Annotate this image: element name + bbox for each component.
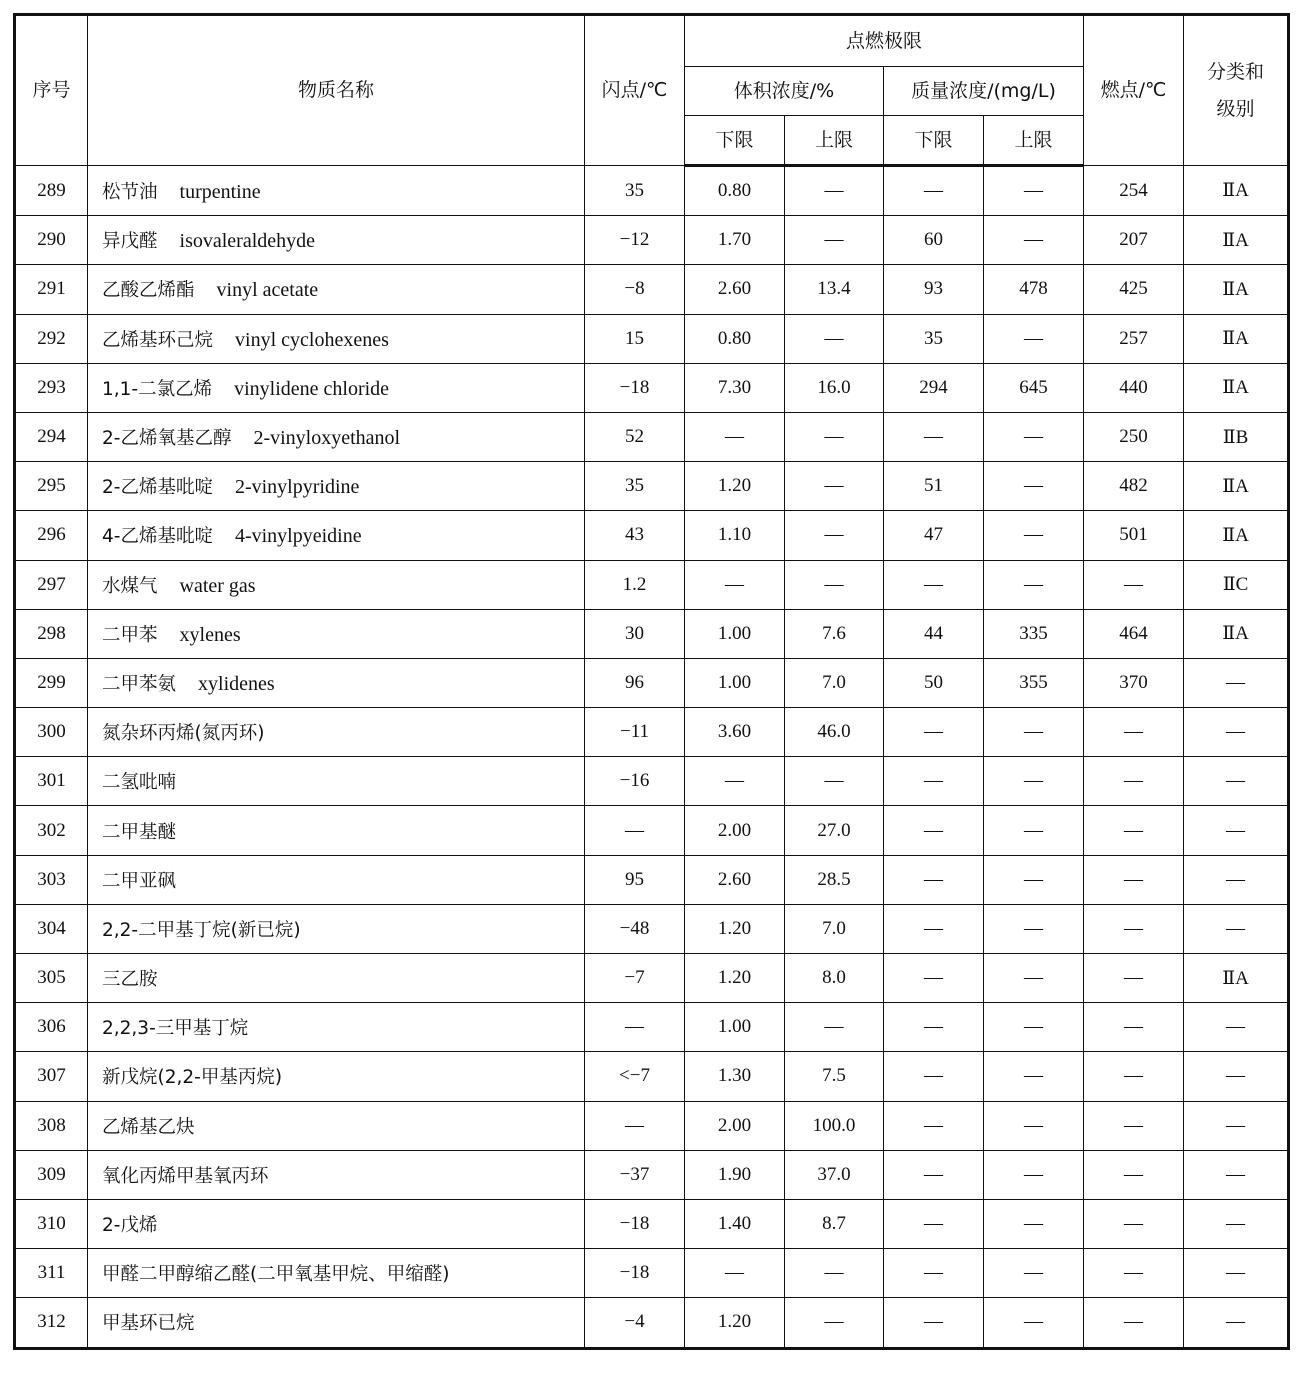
class-level: ⅡA: [1184, 462, 1289, 511]
table-row: [15, 166, 1289, 216]
mass-upper-limit: 355: [984, 658, 1084, 707]
substance-name: [88, 166, 585, 216]
ignition-point: —: [1084, 1199, 1184, 1248]
volume-lower-limit: 0.80: [685, 314, 785, 363]
substance-name-cn: 二甲亚砜: [102, 870, 177, 892]
mass-lower-limit: —: [884, 904, 984, 953]
mass-upper-limit: —: [984, 708, 1084, 757]
row-index: 295: [15, 462, 88, 511]
header-mass-concentration: 质量浓度/(mg/L): [884, 67, 1084, 116]
substance-name: [88, 806, 585, 855]
table-row: [15, 1003, 1289, 1052]
table-row: [15, 314, 1289, 363]
class-level: —: [1184, 1003, 1289, 1052]
flash-point: 15: [585, 314, 685, 363]
volume-lower-limit: —: [685, 412, 785, 461]
volume-upper-limit: 37.0: [785, 1150, 884, 1199]
class-level: ⅡB: [1184, 412, 1289, 461]
substance-name: [88, 314, 585, 363]
volume-lower-limit: 1.40: [685, 1199, 785, 1248]
substance-name-cn: 乙烯基环己烷: [102, 329, 214, 351]
substance-name-en: turpentine: [179, 180, 261, 203]
mass-upper-limit: —: [984, 216, 1084, 265]
header-volume-upper: 上限: [785, 116, 884, 166]
volume-lower-limit: 2.00: [685, 806, 785, 855]
substance-name: [88, 412, 585, 461]
substance-name: [88, 904, 585, 953]
substance-name: [88, 1052, 585, 1101]
row-index: 296: [15, 511, 88, 560]
table-row: [15, 1298, 1289, 1348]
header-mass-upper: 上限: [984, 116, 1084, 166]
table-row: [15, 806, 1289, 855]
mass-lower-limit: —: [884, 806, 984, 855]
mass-upper-limit: —: [984, 462, 1084, 511]
mass-upper-limit: —: [984, 855, 1084, 904]
substance-name: [88, 1003, 585, 1052]
table-row: [15, 511, 1289, 560]
volume-lower-limit: 0.80: [685, 166, 785, 216]
flash-point: <−7: [585, 1052, 685, 1101]
header-class-level: 分类和级别: [1184, 15, 1289, 166]
header-mass-lower: 下限: [884, 116, 984, 166]
substance-name-cn: 乙酸乙烯酯: [102, 280, 195, 302]
ignition-point: —: [1084, 1298, 1184, 1348]
flash-point: 1.2: [585, 560, 685, 609]
volume-upper-limit: —: [785, 1003, 884, 1052]
substance-name-cn: 二甲苯氨: [102, 673, 177, 695]
class-level: ⅡC: [1184, 560, 1289, 609]
row-index: 311: [15, 1249, 88, 1298]
class-level: —: [1184, 806, 1289, 855]
row-index: 300: [15, 708, 88, 757]
ignition-point: 425: [1084, 265, 1184, 314]
volume-upper-limit: 7.5: [785, 1052, 884, 1101]
substance-name: [88, 954, 585, 1003]
header-name: 物质名称: [88, 15, 585, 166]
row-index: 307: [15, 1052, 88, 1101]
row-index: 290: [15, 216, 88, 265]
flash-point: −8: [585, 265, 685, 314]
substance-name-cn: 二甲基醚: [102, 821, 177, 843]
volume-upper-limit: —: [785, 166, 884, 216]
volume-lower-limit: 1.00: [685, 658, 785, 707]
ignition-point: 254: [1084, 166, 1184, 216]
substance-name: [88, 216, 585, 265]
row-index: 306: [15, 1003, 88, 1052]
mass-upper-limit: —: [984, 904, 1084, 953]
substance-name-cn: 松节油: [102, 181, 158, 203]
flash-point: −7: [585, 954, 685, 1003]
row-index: 291: [15, 265, 88, 314]
mass-upper-limit: —: [984, 1101, 1084, 1150]
flash-point: −48: [585, 904, 685, 953]
class-level: ⅡA: [1184, 609, 1289, 658]
volume-lower-limit: 1.20: [685, 954, 785, 1003]
mass-upper-limit: —: [984, 1052, 1084, 1101]
ignition-point: —: [1084, 904, 1184, 953]
flash-point: 35: [585, 462, 685, 511]
substance-name-en: xylidenes: [198, 672, 275, 695]
volume-upper-limit: —: [785, 462, 884, 511]
mass-upper-limit: —: [984, 166, 1084, 216]
mass-lower-limit: —: [884, 1052, 984, 1101]
substance-name: [88, 1249, 585, 1298]
mass-upper-limit: 645: [984, 363, 1084, 412]
mass-upper-limit: —: [984, 1003, 1084, 1052]
substance-name-en: xylenes: [179, 623, 241, 646]
substance-name: [88, 658, 585, 707]
table-row: [15, 216, 1289, 265]
flash-point: —: [585, 1003, 685, 1052]
mass-lower-limit: 51: [884, 462, 984, 511]
mass-upper-limit: —: [984, 954, 1084, 1003]
ignition-point: 257: [1084, 314, 1184, 363]
substance-name-en: vinylidene chloride: [234, 377, 390, 400]
table-row: [15, 363, 1289, 412]
mass-upper-limit: —: [984, 1249, 1084, 1298]
ignition-point: —: [1084, 708, 1184, 757]
flash-point: 43: [585, 511, 685, 560]
substance-name-cn: 1,1-二氯乙烯: [102, 378, 213, 400]
volume-upper-limit: 7.0: [785, 904, 884, 953]
substance-name-cn: 水煤气: [102, 575, 158, 597]
flash-point: −18: [585, 363, 685, 412]
flash-point: 95: [585, 855, 685, 904]
volume-upper-limit: 46.0: [785, 708, 884, 757]
volume-upper-limit: 100.0: [785, 1101, 884, 1150]
flash-point: −11: [585, 708, 685, 757]
class-level: —: [1184, 1199, 1289, 1248]
volume-upper-limit: —: [785, 757, 884, 806]
class-level: —: [1184, 1101, 1289, 1150]
row-index: 304: [15, 904, 88, 953]
substance-name: [88, 855, 585, 904]
table-row: [15, 1052, 1289, 1101]
class-level: ⅡA: [1184, 265, 1289, 314]
mass-upper-limit: —: [984, 1150, 1084, 1199]
substance-name-en: water gas: [179, 574, 256, 597]
mass-lower-limit: —: [884, 708, 984, 757]
substance-name: [88, 511, 585, 560]
flash-point: −12: [585, 216, 685, 265]
substance-name-cn: 三乙胺: [102, 969, 158, 991]
class-level: —: [1184, 757, 1289, 806]
substance-name-cn: 二氢吡喃: [102, 772, 177, 794]
class-level: ⅡA: [1184, 363, 1289, 412]
class-level: ⅡA: [1184, 314, 1289, 363]
volume-lower-limit: 1.20: [685, 462, 785, 511]
flash-point: 35: [585, 166, 685, 216]
volume-upper-limit: —: [785, 1298, 884, 1348]
flash-point: 30: [585, 609, 685, 658]
substance-name: [88, 1150, 585, 1199]
flash-point: −18: [585, 1199, 685, 1248]
mass-lower-limit: —: [884, 954, 984, 1003]
volume-upper-limit: 28.5: [785, 855, 884, 904]
substance-name: [88, 757, 585, 806]
volume-lower-limit: 1.30: [685, 1052, 785, 1101]
row-index: 293: [15, 363, 88, 412]
mass-upper-limit: —: [984, 1298, 1084, 1348]
table-row: [15, 904, 1289, 953]
row-index: 303: [15, 855, 88, 904]
mass-upper-limit: 335: [984, 609, 1084, 658]
mass-lower-limit: —: [884, 166, 984, 216]
substance-name-cn: 氮杂环丙烯(氮丙环): [102, 723, 265, 745]
flash-point: −16: [585, 757, 685, 806]
row-index: 299: [15, 658, 88, 707]
volume-lower-limit: 1.10: [685, 511, 785, 560]
mass-upper-limit: —: [984, 1199, 1084, 1248]
class-level: ⅡA: [1184, 216, 1289, 265]
volume-upper-limit: —: [785, 1249, 884, 1298]
volume-upper-limit: —: [785, 560, 884, 609]
mass-upper-limit: —: [984, 757, 1084, 806]
header-ignition-point: 燃点/℃: [1084, 15, 1184, 166]
mass-upper-limit: —: [984, 314, 1084, 363]
ignition-point: —: [1084, 806, 1184, 855]
volume-upper-limit: 27.0: [785, 806, 884, 855]
substance-name: [88, 1199, 585, 1248]
row-index: 302: [15, 806, 88, 855]
header-volume-concentration: 体积浓度/%: [685, 67, 884, 116]
table-header: [15, 15, 1289, 166]
ignition-point: 501: [1084, 511, 1184, 560]
mass-lower-limit: 50: [884, 658, 984, 707]
ignition-point: —: [1084, 1150, 1184, 1199]
class-level: —: [1184, 1249, 1289, 1298]
mass-lower-limit: —: [884, 1101, 984, 1150]
volume-upper-limit: 16.0: [785, 363, 884, 412]
table-body: [15, 166, 1289, 1349]
volume-upper-limit: 7.0: [785, 658, 884, 707]
table-row: [15, 412, 1289, 461]
mass-lower-limit: —: [884, 1298, 984, 1348]
header-flash-point: 闪点/℃: [585, 15, 685, 166]
table-row: [15, 1199, 1289, 1248]
mass-lower-limit: —: [884, 1249, 984, 1298]
volume-upper-limit: —: [785, 412, 884, 461]
substance-name-cn: 乙烯基乙炔: [102, 1116, 195, 1138]
substance-name: [88, 609, 585, 658]
mass-lower-limit: —: [884, 1003, 984, 1052]
table-row: [15, 462, 1289, 511]
mass-lower-limit: 60: [884, 216, 984, 265]
substance-name-cn: 氧化丙烯甲基氧丙环: [102, 1165, 269, 1187]
volume-lower-limit: —: [685, 560, 785, 609]
volume-lower-limit: —: [685, 1249, 785, 1298]
header-volume-lower: 下限: [685, 116, 785, 166]
substance-name: [88, 1298, 585, 1348]
class-level: —: [1184, 1298, 1289, 1348]
mass-upper-limit: —: [984, 806, 1084, 855]
volume-lower-limit: 1.20: [685, 1298, 785, 1348]
ignition-point: —: [1084, 560, 1184, 609]
flash-point: −37: [585, 1150, 685, 1199]
row-index: 310: [15, 1199, 88, 1248]
substance-name-cn: 二甲苯: [102, 624, 158, 646]
volume-lower-limit: 1.20: [685, 904, 785, 953]
ignition-point: —: [1084, 1249, 1184, 1298]
flash-point: −18: [585, 1249, 685, 1298]
mass-lower-limit: —: [884, 1150, 984, 1199]
table-row: [15, 609, 1289, 658]
header-index: 序号: [15, 15, 88, 166]
mass-upper-limit: —: [984, 560, 1084, 609]
volume-upper-limit: 8.7: [785, 1199, 884, 1248]
volume-upper-limit: 8.0: [785, 954, 884, 1003]
class-level: ⅡA: [1184, 166, 1289, 216]
ignition-point: —: [1084, 1003, 1184, 1052]
mass-upper-limit: —: [984, 412, 1084, 461]
table-row: [15, 1150, 1289, 1199]
row-index: 294: [15, 412, 88, 461]
mass-lower-limit: 35: [884, 314, 984, 363]
table-row: [15, 855, 1289, 904]
substance-name-en: isovaleraldehyde: [179, 230, 316, 253]
ignition-point: —: [1084, 855, 1184, 904]
row-index: 292: [15, 314, 88, 363]
substance-name: [88, 265, 585, 314]
table-row: [15, 658, 1289, 707]
class-level: —: [1184, 708, 1289, 757]
volume-lower-limit: 1.00: [685, 609, 785, 658]
mass-upper-limit: 478: [984, 265, 1084, 314]
volume-lower-limit: 3.60: [685, 708, 785, 757]
substance-name-cn: 新戊烷(2,2-甲基丙烷): [102, 1067, 283, 1089]
volume-upper-limit: 7.6: [785, 609, 884, 658]
flash-point: 96: [585, 658, 685, 707]
volume-lower-limit: 7.30: [685, 363, 785, 412]
ignition-point: —: [1084, 757, 1184, 806]
row-index: 309: [15, 1150, 88, 1199]
table-row: [15, 1249, 1289, 1298]
flash-point: 52: [585, 412, 685, 461]
substance-name: [88, 462, 585, 511]
class-level: —: [1184, 1052, 1289, 1101]
substance-name-en: 4-vinylpyeidine: [234, 525, 362, 548]
mass-lower-limit: 93: [884, 265, 984, 314]
row-index: 298: [15, 609, 88, 658]
substance-name: [88, 363, 585, 412]
volume-upper-limit: 13.4: [785, 265, 884, 314]
flash-point: −4: [585, 1298, 685, 1348]
substance-name-cn: 2-乙烯氧基乙醇: [102, 428, 232, 450]
substance-name-en: vinyl acetate: [216, 279, 319, 302]
ignition-point: 207: [1084, 216, 1184, 265]
volume-upper-limit: —: [785, 216, 884, 265]
mass-lower-limit: 44: [884, 609, 984, 658]
substance-name-en: vinyl cyclohexenes: [235, 328, 389, 351]
ignition-point: 464: [1084, 609, 1184, 658]
mass-upper-limit: —: [984, 511, 1084, 560]
substance-name-cn: 2-戊烯: [102, 1215, 158, 1237]
substance-name: [88, 560, 585, 609]
ignition-point: 370: [1084, 658, 1184, 707]
flammable-substances-table: [13, 13, 1290, 1350]
mass-lower-limit: 47: [884, 511, 984, 560]
substance-name: [88, 708, 585, 757]
row-index: 289: [15, 166, 88, 216]
mass-lower-limit: —: [884, 855, 984, 904]
substance-name: [88, 1101, 585, 1150]
substance-name-en: 2-vinyloxyethanol: [253, 427, 401, 450]
volume-lower-limit: 1.90: [685, 1150, 785, 1199]
ignition-point: 482: [1084, 462, 1184, 511]
row-index: 297: [15, 560, 88, 609]
table-row: [15, 954, 1289, 1003]
ignition-point: 250: [1084, 412, 1184, 461]
table-row: [15, 708, 1289, 757]
row-index: 308: [15, 1101, 88, 1150]
class-level: ⅡA: [1184, 511, 1289, 560]
ignition-point: —: [1084, 1052, 1184, 1101]
flash-point: —: [585, 806, 685, 855]
substance-name-cn: 2,2-二甲基丁烷(新已烷): [102, 919, 301, 941]
volume-upper-limit: —: [785, 511, 884, 560]
flash-point: —: [585, 1101, 685, 1150]
volume-lower-limit: 2.60: [685, 855, 785, 904]
volume-lower-limit: 1.00: [685, 1003, 785, 1052]
ignition-point: —: [1084, 1101, 1184, 1150]
volume-lower-limit: 2.60: [685, 265, 785, 314]
ignition-point: 440: [1084, 363, 1184, 412]
class-level: —: [1184, 658, 1289, 707]
substance-name-cn: 4-乙烯基吡啶: [102, 526, 213, 548]
volume-lower-limit: 1.70: [685, 216, 785, 265]
table-row: [15, 757, 1289, 806]
class-level: —: [1184, 855, 1289, 904]
substance-name-en: 2-vinylpyridine: [234, 476, 360, 499]
row-index: 312: [15, 1298, 88, 1348]
table-row: [15, 1101, 1289, 1150]
substance-name-cn: 甲基环已烷: [102, 1313, 195, 1335]
mass-lower-limit: —: [884, 757, 984, 806]
table-row: [15, 265, 1289, 314]
substance-name-cn: 2-乙烯基吡啶: [102, 477, 213, 499]
table-row: [15, 560, 1289, 609]
volume-upper-limit: —: [785, 314, 884, 363]
volume-lower-limit: 2.00: [685, 1101, 785, 1150]
mass-lower-limit: —: [884, 412, 984, 461]
mass-lower-limit: —: [884, 560, 984, 609]
class-level: —: [1184, 904, 1289, 953]
row-index: 305: [15, 954, 88, 1003]
substance-name-cn: 甲醛二甲醇缩乙醛(二甲氧基甲烷、甲缩醛): [102, 1264, 450, 1286]
substance-name-cn: 异戊醛: [102, 231, 158, 253]
mass-lower-limit: 294: [884, 363, 984, 412]
ignition-point: —: [1084, 954, 1184, 1003]
substance-name-cn: 2,2,3-三甲基丁烷: [102, 1018, 249, 1040]
mass-lower-limit: —: [884, 1199, 984, 1248]
class-level: —: [1184, 1150, 1289, 1199]
volume-lower-limit: —: [685, 757, 785, 806]
class-level: ⅡA: [1184, 954, 1289, 1003]
row-index: 301: [15, 757, 88, 806]
header-ignition-limits: 点燃极限: [685, 15, 1084, 67]
